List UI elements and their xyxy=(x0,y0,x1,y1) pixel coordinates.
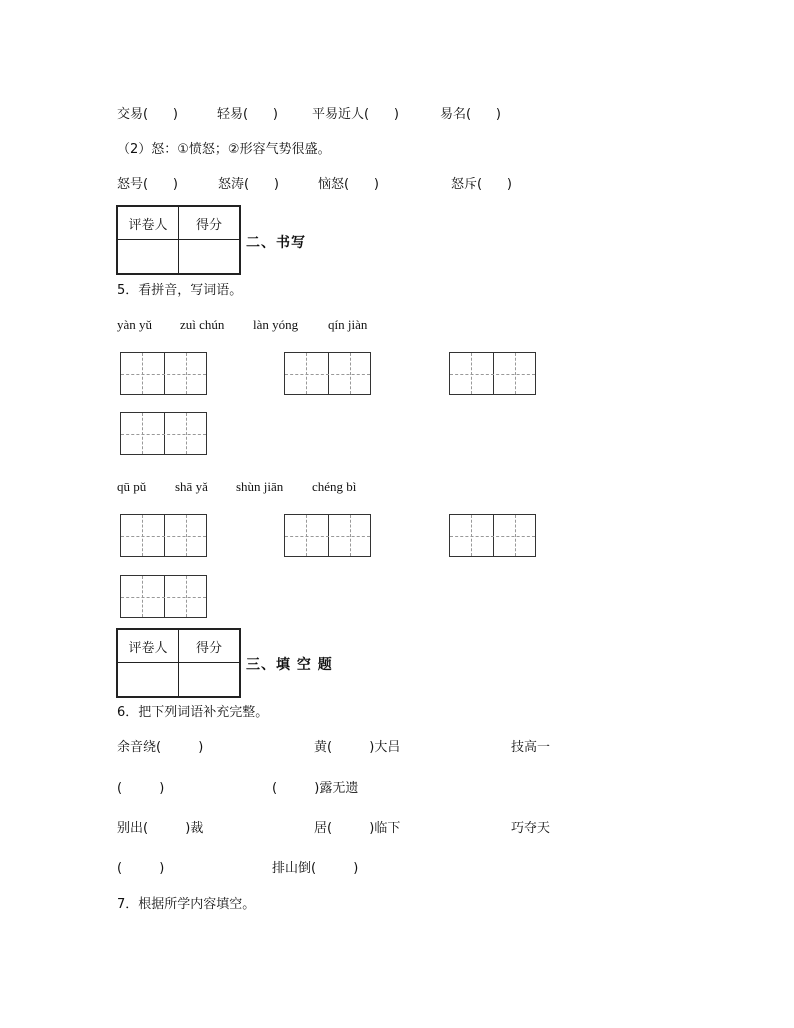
score-table-section3 xyxy=(116,628,241,698)
writing-box-yanyu[interactable] xyxy=(120,352,207,395)
reviewer-header: 评卷人 xyxy=(117,206,179,240)
q4-blank-yiming[interactable]: 易名( ) xyxy=(440,107,501,122)
writing-box-zuichun[interactable] xyxy=(284,352,371,395)
q4-subquestion-2: （2）怒：①愤怒；②形容气势很盛。 xyxy=(117,142,331,157)
reviewer-cell[interactable] xyxy=(117,663,179,698)
q6-blank-qiaoduotian-end[interactable]: ( ) xyxy=(117,861,165,876)
q6-blank-jigaoyi-end[interactable]: ( ) xyxy=(117,781,165,796)
pinyin-qinjian: qín jiàn xyxy=(328,317,368,332)
score-cell[interactable] xyxy=(179,240,241,275)
writing-box-chengbi[interactable] xyxy=(120,575,207,618)
score-header: 得分 xyxy=(179,206,241,240)
pinyin-qupu: qū pǔ xyxy=(117,479,147,494)
pinyin-zuichun: zuì chún xyxy=(180,317,225,332)
q6-blank-biechu-cai[interactable]: 别出( )裁 xyxy=(117,821,204,836)
q4-blank-nutao[interactable]: 怒涛( ) xyxy=(218,177,279,192)
score-cell[interactable] xyxy=(179,663,241,698)
q5-prompt: 5．看拼音，写词语。 xyxy=(117,283,243,298)
q7-prompt: 7．根据所学内容填空。 xyxy=(117,897,256,912)
q6-prompt: 6．把下列词语补充完整。 xyxy=(117,705,269,720)
pinyin-yanyu: yàn yǔ xyxy=(117,317,153,332)
q4-blank-nuchi[interactable]: 怒斥( ) xyxy=(451,177,512,192)
q6-qiaoduotian: 巧夺天 xyxy=(511,821,551,836)
section-2-title: 二、书写 xyxy=(246,235,306,251)
reviewer-header: 评卷人 xyxy=(117,629,179,663)
writing-box-shunjian[interactable] xyxy=(449,514,536,557)
section-3-title: 三、填 空 题 xyxy=(246,657,333,673)
pinyin-chengbi: chéng bì xyxy=(312,479,357,494)
q4-blank-qingyi[interactable]: 轻易( ) xyxy=(217,107,278,122)
q4-blank-jiaoyi[interactable]: 交易( ) xyxy=(117,107,178,122)
writing-box-qinjian[interactable] xyxy=(120,412,207,455)
writing-box-qupu[interactable] xyxy=(120,514,207,557)
pinyin-lanyong: làn yóng xyxy=(253,317,299,332)
writing-box-shaya[interactable] xyxy=(284,514,371,557)
q6-jigaoyi: 技高一 xyxy=(511,740,551,755)
score-table-section2 xyxy=(116,205,241,275)
q4-blank-pingyijinren[interactable]: 平易近人( ) xyxy=(312,107,399,122)
reviewer-cell[interactable] xyxy=(117,240,179,275)
pinyin-shunjian: shùn jiān xyxy=(236,479,284,494)
score-header: 得分 xyxy=(179,629,241,663)
q4-blank-nuhao[interactable]: 怒号( ) xyxy=(117,177,178,192)
pinyin-shaya: shā yǎ xyxy=(175,479,208,494)
q6-blank-paishandao[interactable]: 排山倒( ) xyxy=(272,861,359,876)
writing-box-lanyong[interactable] xyxy=(449,352,536,395)
q6-blank-yuyinrao[interactable]: 余音绕( ) xyxy=(117,740,204,755)
q4-blank-naonu[interactable]: 恼怒( ) xyxy=(318,177,379,192)
q6-blank-luwuyi[interactable]: ( )露无遗 xyxy=(272,781,359,796)
q6-blank-ju-linxia[interactable]: 居( )临下 xyxy=(314,821,401,836)
q6-blank-huang-dalv[interactable]: 黄( )大吕 xyxy=(314,740,401,755)
